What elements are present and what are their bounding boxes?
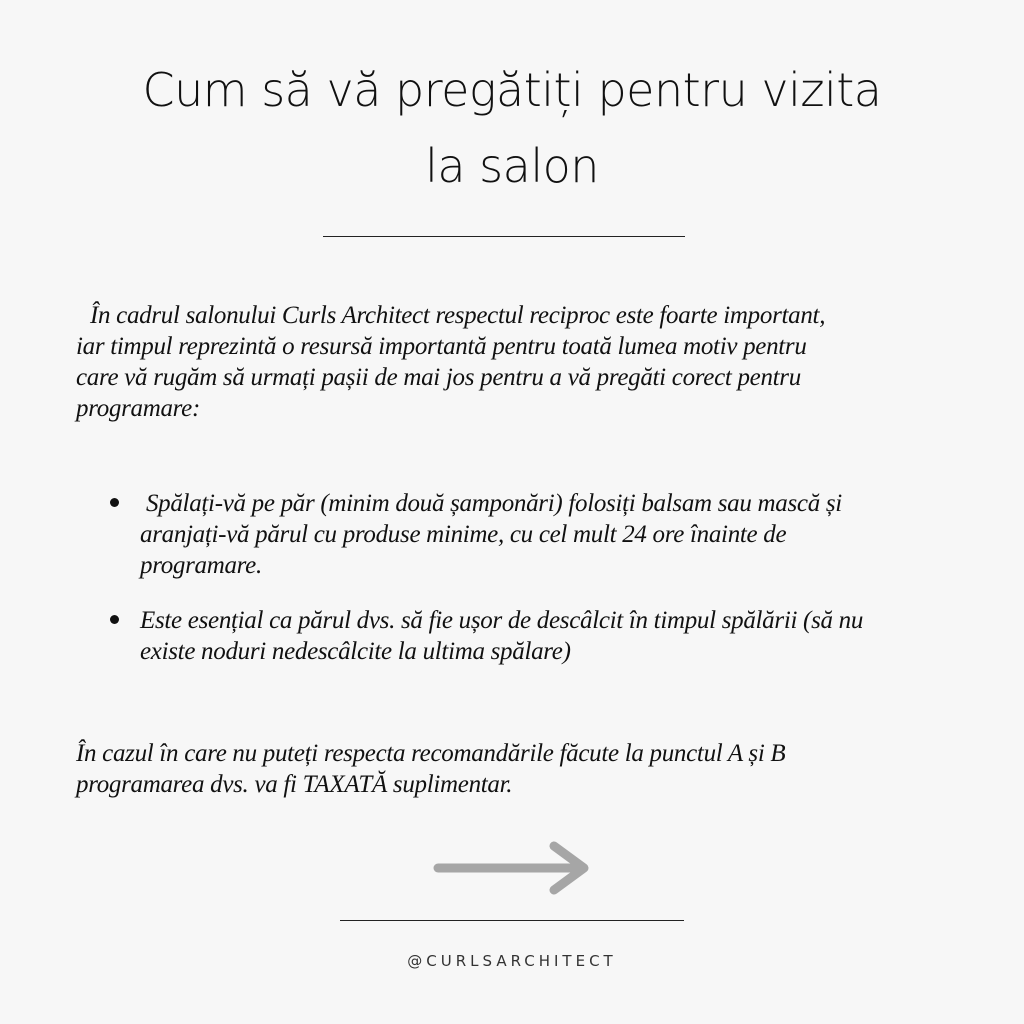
bullet-icon [110, 498, 119, 507]
step-line: aranjați-vă părul cu produse minime, cu cel mult 24 ore înainte de [140, 521, 787, 548]
top-divider [323, 236, 685, 237]
intro-line: iar timpul reprezintă o resursă importantă pentru toată lumea motiv pentru [76, 333, 807, 360]
note-line: programarea dvs. va fi TAXATĂ suplimentar. [76, 771, 513, 798]
note-line: În cazul în care nu puteți respecta recomandările făcute la punctul A și B [76, 740, 786, 767]
intro-line: care vă rugăm să urmați pașii de mai jos pentru a vă pregăti corect pentru [76, 364, 801, 391]
title-line-1: Cum să vă pregătiți pentru vizita [142, 63, 882, 117]
list-item [108, 605, 988, 667]
title-line-2: la salon [425, 139, 599, 193]
bullet-icon [110, 615, 119, 624]
step-line: programare. [140, 552, 262, 579]
step-line: existe noduri nedescâlcite la ultima spălare) [140, 638, 571, 665]
surcharge-note [76, 738, 956, 800]
intro-line: programare: [76, 395, 201, 422]
bottom-divider [340, 920, 684, 921]
arrow-right-icon[interactable] [432, 840, 594, 896]
step-line: Spălați-vă pe păr (minim două șamponări) folosiți balsam sau mască și [140, 490, 842, 517]
instagram-handle: @CURLSARCHITECT [407, 952, 617, 970]
list-item [108, 488, 988, 581]
page-title [100, 52, 924, 204]
preparation-steps-list [108, 488, 988, 691]
intro-line: În cadrul salonului Curls Architect respectul reciproc este foarte important, [90, 302, 826, 329]
intro-paragraph [76, 300, 956, 424]
step-line: Este esențial ca părul dvs. să fie ușor de descâlcit în timpul spălării (să nu [140, 607, 864, 634]
arrow-shape [438, 846, 584, 890]
